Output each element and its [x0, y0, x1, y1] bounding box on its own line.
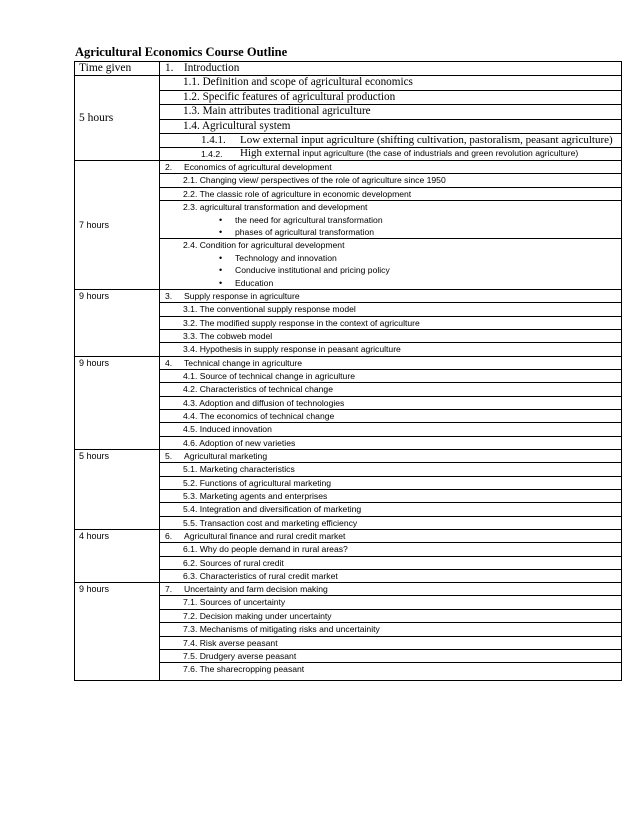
section-heading: 5. Agricultural marketing — [165, 451, 268, 462]
list-item: 5.2. Functions of agricultural marketing — [183, 477, 332, 488]
bullet-item: • phases of agricultural transformation — [160, 226, 621, 238]
time-cell: 5 hours — [75, 76, 160, 161]
list-item: 1.2. Specific features of agricultural production — [183, 90, 396, 103]
time-cell: 9 hours — [75, 583, 160, 680]
section-heading: 6. Agricultural finance and rural credit market — [165, 531, 346, 542]
time-cell: 7 hours — [75, 161, 160, 290]
list-item: 5.1. Marketing characteristics — [183, 464, 295, 475]
list-item: 4.2. Characteristics of technical change — [183, 384, 333, 395]
list-item: 7.5. Drudgery averse peasant — [183, 651, 297, 662]
list-item: 3.3. The cobweb model — [183, 330, 273, 341]
list-item: 2.3. agricultural transformation and development — [183, 202, 368, 213]
list-item: 5.3. Marketing agents and enterprises — [183, 490, 328, 501]
section-heading: 7. Uncertainty and farm decision making — [165, 584, 328, 595]
list-item: 3.4. Hypothesis in supply response in peasant agriculture — [183, 344, 401, 355]
list-item: 6.2. Sources of rural credit — [183, 557, 284, 568]
list-item: 4.3. Adoption and diffusion of technologies — [183, 397, 345, 408]
list-item: 3.1. The conventional supply response model — [183, 304, 356, 315]
list-item: 2.1. Changing view/ perspectives of the role of agriculture since 1950 — [183, 175, 446, 186]
list-item: 5.4. Integration and diversification of marketing — [183, 504, 362, 515]
section-1-heading-cell — [160, 62, 622, 76]
list-item: 2.2. The classic role of agriculture in economic development — [183, 188, 412, 199]
list-item: 4.6. Adoption of new varieties — [183, 437, 296, 448]
list-item: 7.4. Risk averse peasant — [183, 637, 278, 648]
document-title: Agricultural Economics Course Outline — [75, 45, 288, 59]
bullet-item: • Technology and innovation — [160, 252, 621, 264]
time-given-header: Time given — [75, 62, 160, 76]
header-row — [75, 62, 622, 76]
list-item: 1.4. Agricultural system — [183, 119, 291, 132]
list-item: 1.1. Definition and scope of agricultural economics — [183, 76, 413, 89]
list-item: 3.2. The modified supply response in the context of agriculture — [183, 317, 420, 328]
time-cell: 4 hours — [75, 530, 160, 583]
section-heading: 3. Supply response in agriculture — [165, 291, 300, 302]
bullet-item: • the need for agricultural transformation — [160, 214, 621, 226]
bullet-item: • Education — [160, 277, 621, 289]
list-item: 1.4.1. Low external input agriculture (shifting cultivation, pastoralism, peasant agriculture) — [201, 134, 613, 147]
list-item: 7.6. The sharecropping peasant — [183, 664, 305, 675]
list-item: 7.2. Decision making under uncertainty — [183, 610, 332, 621]
list-item: 6.3. Characteristics of rural credit market — [183, 571, 338, 581]
list-item: 2.4. Condition for agricultural development — [183, 240, 345, 251]
time-cell: 9 hours — [75, 356, 160, 449]
list-item: 6.1. Why do people demand in rural areas? — [183, 544, 348, 555]
section-heading: 2. Economics of agricultural development — [165, 162, 332, 173]
time-cell: 9 hours — [75, 290, 160, 357]
list-item: 4.1. Source of technical change in agriculture — [183, 370, 355, 381]
section-heading: 1. Introduction — [165, 62, 240, 74]
list-item: 1.4.2. High external input agriculture (the case of industrials and green revolution agriculture) — [201, 147, 579, 160]
bullet-item: • Conducive institutional and pricing policy — [160, 264, 621, 276]
list-item: 4.4. The economics of technical change — [183, 410, 335, 421]
list-item: 5.5. Transaction cost and marketing efficiency — [183, 517, 358, 528]
section-heading: 4. Technical change in agriculture — [165, 357, 302, 368]
list-item: 7.3. Mechanisms of mitigating risks and uncertainity — [183, 624, 380, 635]
list-item: 7.1. Sources of uncertainty — [183, 597, 286, 608]
list-item: 4.5. Induced innovation — [183, 424, 272, 435]
time-cell: 5 hours — [75, 450, 160, 530]
course-outline-table — [74, 61, 622, 681]
list-item: 1.3. Main attributes traditional agriculture — [183, 105, 371, 118]
